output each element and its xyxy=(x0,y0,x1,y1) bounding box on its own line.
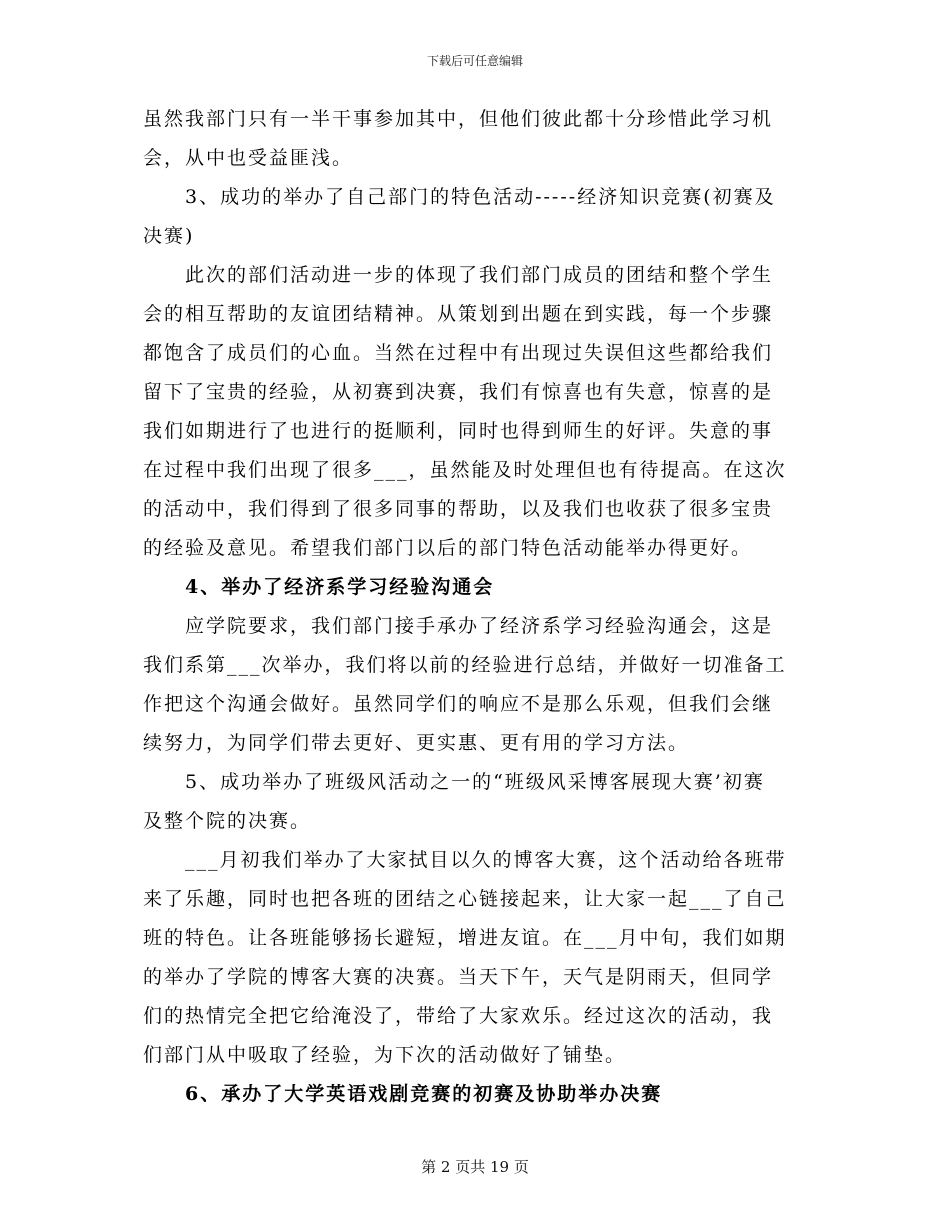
document-body xyxy=(143,100,808,1114)
text-line: 我们系第___次举办，我们将以前的经验进行总结，并做好一切准备工 xyxy=(143,654,787,676)
text-line: 此次的部们活动进一步的体现了我们部门成员的团结和整个学生 xyxy=(185,264,774,286)
text-line: 虽然我部门只有一半干事参加其中，但他们彼此都十分珍惜此学习机 xyxy=(143,108,774,130)
text-line: 留下了宝贵的经验，从初赛到决赛，我们有惊喜也有失意，惊喜的是 xyxy=(143,381,774,403)
page-header: 下载后可任意编辑 xyxy=(426,54,523,68)
text-line: 们的热情完全把它给淹没了，带给了大家欢乐。经过这次的活动，我 xyxy=(143,1005,774,1027)
text-line: 会，从中也受益匪浅。 xyxy=(143,147,354,169)
text-line: ___月初我们举办了大家拭目以久的博客大赛，这个活动给各班带 xyxy=(185,849,787,871)
text-line: 都饱含了成员们的心血。当然在过程中有出现过失误但这些都给我们 xyxy=(143,342,774,364)
text-line: 的经验及意见。希望我们部门以后的部门特色活动能举办得更好。 xyxy=(143,537,753,559)
text-line: 的举办了学院的博客大赛的决赛。当天下午，天气是阴雨天，但同学 xyxy=(143,966,774,988)
text-line: 作把这个沟通会做好。虽然同学们的响应不是那么乐观，但我们会继 xyxy=(143,693,774,715)
text-line: 的活动中，我们得到了很多同事的帮助，以及我们也收获了很多宝贵 xyxy=(143,498,774,520)
text-line: 应学院要求，我们部门接手承办了经济系学习经验沟通会，这是 xyxy=(185,615,774,637)
text-line: 决赛) xyxy=(143,225,195,247)
text-line: 及整个院的决赛。 xyxy=(143,810,312,832)
page-footer: 第 2 页共 19 页 xyxy=(421,1158,529,1176)
text-line: 在过程中我们出现了很多___，虽然能及时处理但也有待提高。在这次 xyxy=(143,459,787,481)
text-line: 续努力，为同学们带去更好、更实惠、更有用的学习方法。 xyxy=(143,732,690,754)
text-line: 5、成功举办了班级风活动之一的“班级风采博客展现大赛’初赛 xyxy=(185,771,765,793)
text-line: 来了乐趣，同时也把各班的团结之心链接起来，让大家一起___了自己 xyxy=(143,888,787,910)
text-line: 班的特色。让各班能够扬长避短，增进友谊。在___月中旬，我们如期 xyxy=(143,927,787,949)
section-heading: 4、举办了经济系学习经验沟通会 xyxy=(185,576,495,598)
text-line: 们部门从中吸取了经验，为下次的活动做好了铺垫。 xyxy=(143,1044,627,1066)
text-line: 我们如期进行了也进行的挺顺利，同时也得到师生的好评。失意的事 xyxy=(143,420,774,442)
text-line: 会的相互帮助的友谊团结精神。从策划到出题在到实践，每一个步骤 xyxy=(143,303,774,325)
section-heading: 6、承办了大学英语戏剧竞赛的初赛及协助举办决赛 xyxy=(185,1083,663,1105)
text-line: 3、成功的举办了自己部门的特色活动-----经济知识竞赛(初赛及 xyxy=(185,186,776,208)
